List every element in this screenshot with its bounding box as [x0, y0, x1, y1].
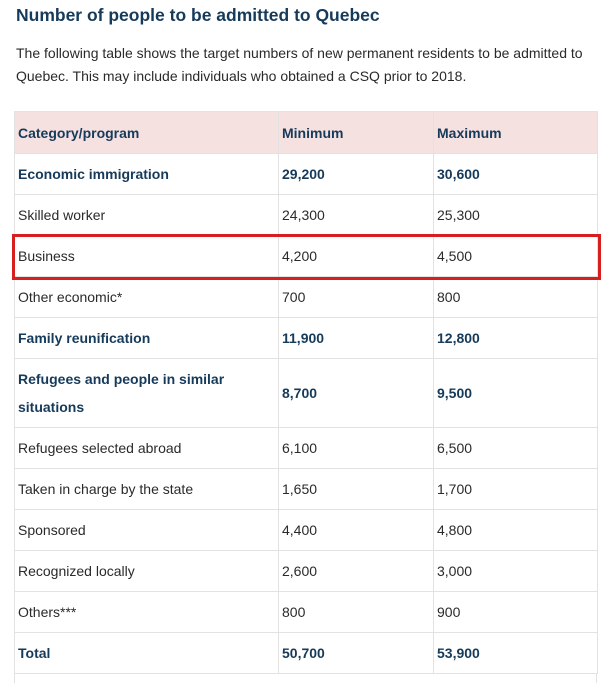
table-row: [15, 592, 598, 633]
admissions-table: [14, 111, 598, 674]
cell-maximum: 1,700: [434, 469, 598, 510]
header-minimum: Minimum: [279, 112, 434, 154]
cell-maximum: 25,300: [434, 195, 598, 236]
cell-minimum: 6,100: [279, 428, 434, 469]
table-row: [15, 469, 598, 510]
header-maximum: Maximum: [434, 112, 598, 154]
table-row-total: [15, 633, 598, 674]
cell-minimum: 4,400: [279, 510, 434, 551]
cell-category: Refugees selected abroad: [15, 428, 279, 469]
cell-minimum: 800: [279, 592, 434, 633]
cell-minimum: 8,700: [279, 359, 434, 428]
table-header-row: [15, 112, 598, 154]
cell-category: Skilled worker: [15, 195, 279, 236]
cell-minimum: 700: [279, 277, 434, 318]
table-footer-strip: [14, 674, 597, 683]
cell-minimum: 2,600: [279, 551, 434, 592]
cell-maximum: 6,500: [434, 428, 598, 469]
cell-minimum: 11,900: [279, 318, 434, 359]
table-row: [15, 318, 598, 359]
cell-category: Others***: [15, 592, 279, 633]
header-category: Category/program: [15, 112, 279, 154]
table-row: [15, 359, 598, 428]
table-row: [15, 551, 598, 592]
cell-minimum: 1,650: [279, 469, 434, 510]
cell-category: Refugees and people in similar situations: [15, 359, 279, 428]
cell-category: Recognized locally: [15, 551, 279, 592]
cell-category: Total: [15, 633, 279, 674]
cell-maximum: 4,500: [434, 236, 598, 277]
cell-category: Business: [15, 236, 279, 277]
cell-minimum: 24,300: [279, 195, 434, 236]
cell-maximum: 9,500: [434, 359, 598, 428]
intro-paragraph: The following table shows the target numbers of new permanent residents to be admitted to Quebec. This may include individuals who obtained a CSQ prior to 2018.: [16, 45, 583, 84]
table-row: [15, 428, 598, 469]
table-row: [15, 277, 598, 318]
cell-maximum: 900: [434, 592, 598, 633]
table-row: [15, 195, 598, 236]
cell-minimum: 50,700: [279, 633, 434, 674]
page-title: Number of people to be admitted to Quebec: [16, 5, 380, 25]
cell-category: Economic immigration: [15, 154, 279, 195]
cell-maximum: 53,900: [434, 633, 598, 674]
cell-category: Sponsored: [15, 510, 279, 551]
cell-maximum: 800: [434, 277, 598, 318]
cell-category: Family reunification: [15, 318, 279, 359]
table-row-business: [15, 236, 598, 277]
cell-minimum: 4,200: [279, 236, 434, 277]
cell-category: Taken in charge by the state: [15, 469, 279, 510]
cell-category: Other economic*: [15, 277, 279, 318]
cell-maximum: 12,800: [434, 318, 598, 359]
cell-minimum: 29,200: [279, 154, 434, 195]
cell-maximum: 30,600: [434, 154, 598, 195]
cell-maximum: 3,000: [434, 551, 598, 592]
table-row: [15, 154, 598, 195]
cell-maximum: 4,800: [434, 510, 598, 551]
table-row: [15, 510, 598, 551]
